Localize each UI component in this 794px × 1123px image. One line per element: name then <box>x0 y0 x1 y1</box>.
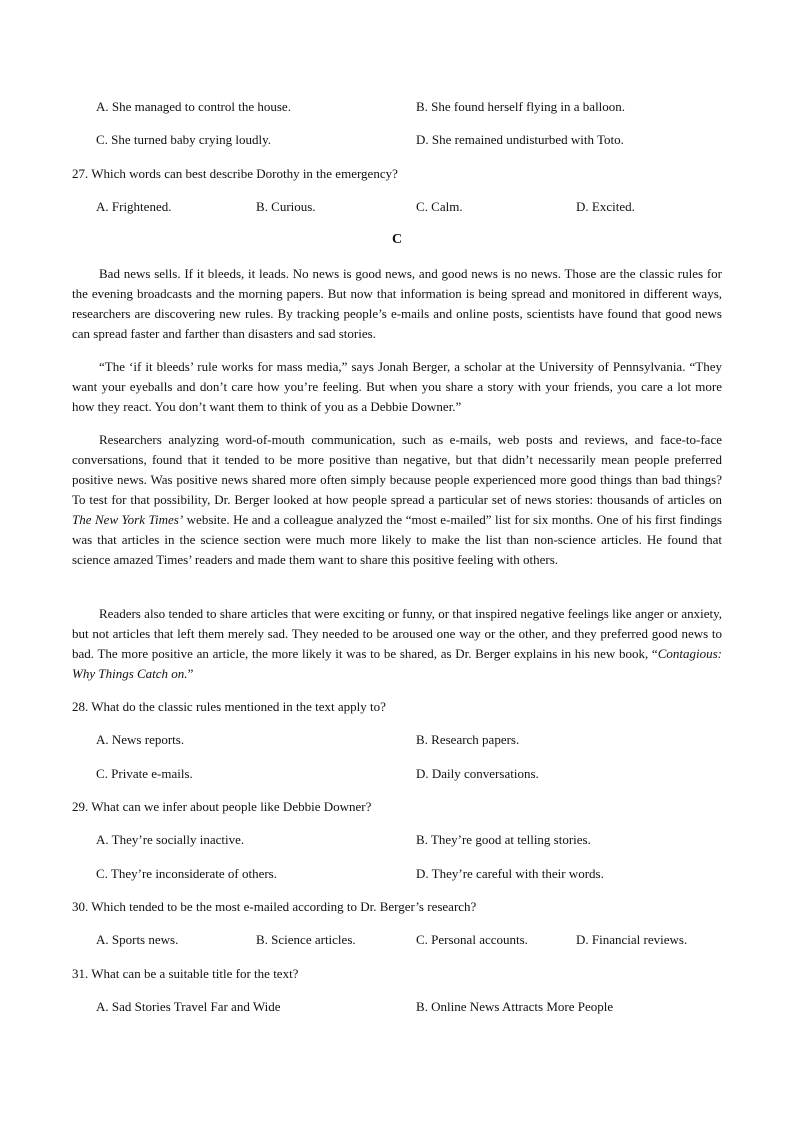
q31-option-a: A. Sad Stories Travel Far and Wide <box>96 999 281 1014</box>
passage-paragraph-3-part-2: website. He and a colleague analyzed the “most e-mailed” list for six months. One of his first findings was that articles in the science section were much more likely to make the list than non-science articles. He found that science amazed Times’ readers and made them want to share this positive feeling with others. <box>72 512 722 567</box>
q26-option-a: A. She managed to control the house. <box>96 99 291 114</box>
passage-paragraph-3-part-1: Researchers analyzing word-of-mouth communication, such as e-mails, web posts and reviews, and face-to-face conversations, found that it tended to be more positive than negative, but that didn’t necessarily mean people preferred positive news. Was positive news shared more often simply because people experienced more good things than bad things? To test for that possibility, Dr. Berger looked at how people spread a particular set of news stories: thousands of articles on <box>72 432 722 507</box>
passage-paragraph-3 <box>72 430 722 570</box>
q30-option-d: D. Financial reviews. <box>576 932 688 947</box>
q28-option-a: A. News reports. <box>96 732 185 747</box>
q26-option-c: C. She turned baby crying loudly. <box>96 132 271 147</box>
q30-option-a: A. Sports news. <box>96 932 179 947</box>
passage-paragraph-4-part-1: Readers also tended to share articles that were exciting or funny, or that inspired negative feelings like anger or anxiety, but not articles that left them merely sad. They needed to be aroused one way or the other, and they preferred good news to bad. The more positive an article, the more likely it was to be shared, as Dr. Berger explains in his new book, “ <box>72 606 722 661</box>
newspaper-title: The New York Times’ <box>72 512 184 527</box>
q28-option-b: B. Research papers. <box>416 732 520 747</box>
q27-question: 27. Which words can best describe Dorothy in the emergency? <box>72 166 398 181</box>
q30-option-b: B. Science articles. <box>256 932 356 947</box>
passage-paragraph-2: “The ‘if it bleeds’ rule works for mass media,” says Jonah Berger, a scholar at the University of Pennsylvania. “They want your eyeballs and don’t care how you’re feeling. But when you share a story with your friends, you care a lot more how they react. You don’t want them to think of you as a Debbie Downer.” <box>72 359 722 414</box>
q29-option-a: A. They’re socially inactive. <box>96 832 245 847</box>
q28-option-c: C. Private e-mails. <box>96 766 193 781</box>
q27-option-b: B. Curious. <box>256 199 316 214</box>
q27-option-c: C. Calm. <box>416 199 463 214</box>
q26-option-d: D. She remained undisturbed with Toto. <box>416 132 624 147</box>
section-heading: C <box>391 232 403 247</box>
passage-paragraph-4 <box>72 604 722 684</box>
passage-paragraph-1: Bad news sells. If it bleeds, it leads. No news is good news, and good news is no news. Those are the classic rules for the evening broadcasts and the morning papers. But now that information is being spread and monitored in different ways, researchers are discovering new rules. By tracking people’s e-mails and online posts, scientists have found that good news can spread faster and farther than disasters and sad stories. <box>72 266 722 341</box>
q28-option-d: D. Daily conversations. <box>416 766 539 781</box>
q26-option-b: B. She found herself flying in a balloon. <box>416 99 626 114</box>
q27-option-d: D. Excited. <box>576 199 635 214</box>
q29-option-b: B. They’re good at telling stories. <box>416 832 591 847</box>
q31-question: 31. What can be a suitable title for the text? <box>72 966 299 981</box>
q31-option-b: B. Online News Attracts More People <box>416 999 614 1014</box>
q28-question: 28. What do the classic rules mentioned in the text apply to? <box>72 699 386 714</box>
book-title: Contagious: Why Things Catch on. <box>72 646 722 681</box>
passage-paragraph-4-part-2: ” <box>187 666 194 681</box>
q29-question: 29. What can we infer about people like Debbie Downer? <box>72 799 372 814</box>
q27-option-a: A. Frightened. <box>96 199 172 214</box>
q29-option-c: C. They’re inconsiderate of others. <box>96 866 277 881</box>
q30-question: 30. Which tended to be the most e-mailed according to Dr. Berger’s research? <box>72 899 477 914</box>
q29-option-d: D. They’re careful with their words. <box>416 866 604 881</box>
q30-option-c: C. Personal accounts. <box>416 932 528 947</box>
